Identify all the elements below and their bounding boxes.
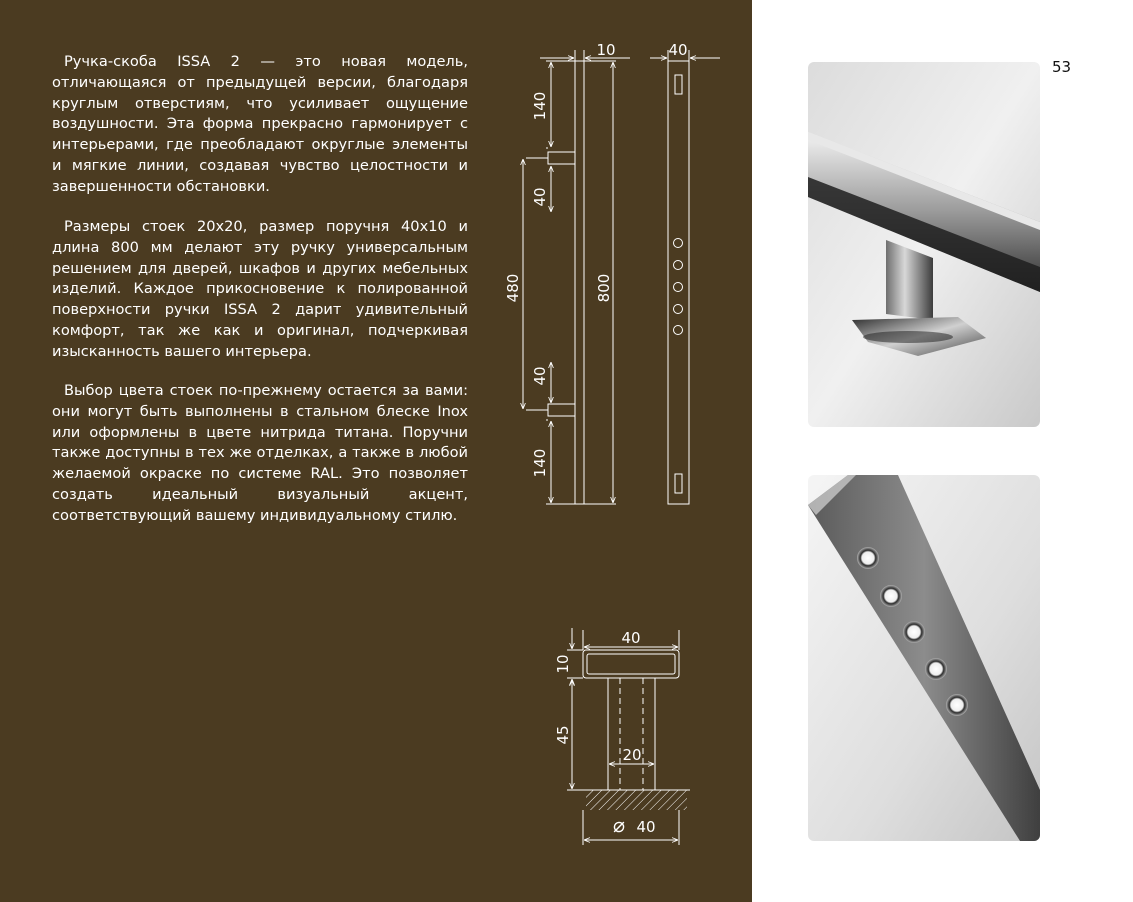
mounting-slot-upper: [675, 75, 682, 94]
dim-label-length: 800: [595, 273, 613, 303]
dim-label-end-upper: 140: [531, 91, 549, 121]
cross-section-drawing: [567, 628, 690, 845]
rail-side-view: [575, 61, 584, 504]
dim-label-post-width: 20: [622, 746, 642, 764]
dim-label-hole-lower: 40: [531, 366, 549, 386]
dim-label-thickness: 10: [596, 41, 616, 59]
dim-label-end-lower: 140: [531, 448, 549, 478]
dim-label-post-height: 45: [554, 725, 572, 745]
decor-hole-photo: [925, 658, 947, 680]
description-paragraph-2: Размеры стоек 20х20, размер поручня 40х10 и длина 800 мм делают эту ручку универсальным решением для дверей, шкафов и других мебельных изделий. Каждое прикосновение к полированной поверхности ручки ISSA 2 дарит удивительный комфорт, так же как и оригинал, подчеркивая изысканность вашего интерьера.: [52, 218, 468, 360]
decor-hole: [674, 326, 683, 335]
base-hatch: [586, 790, 687, 810]
upper-post: [548, 152, 575, 164]
post-profile: [608, 678, 655, 790]
lower-post: [548, 404, 575, 416]
description-paragraph-3: Выбор цвета стоек по-прежнему остается за вами: они могут быть выполнены в стальном блеске Inox или оформлены в цвете нитрида титана. Поручни также доступны в тех же отделках, а также в любой желаемой окраске по системе RAL. Это позволяет создать идеальный визуальный акцент, соответствующий вашему индивидуальному стилю.: [52, 382, 468, 524]
product-photo-post: [808, 62, 1040, 427]
dim-label-rail-width: 40: [621, 629, 641, 647]
dim-label-hole-upper: 40: [531, 187, 549, 207]
diameter-symbol-icon: ⌀: [612, 813, 626, 837]
dim-label-base-diameter: 40: [636, 818, 656, 836]
page-number: 53: [1052, 58, 1072, 76]
decor-hole: [674, 261, 683, 270]
dim-label-center: 480: [504, 273, 522, 303]
description-paragraph-1: Ручка-скоба ISSA 2 — это новая модель, отличающаяся от предыдущей версии, благодаря круглым отверстиям, что усиливает ощущение воздушности. Эта форма прекрасно гармонирует с интерьерами, где преобладают округлые элементы и мягкие линии, создавая чувство целостности и завершенности обстановки.: [52, 53, 468, 195]
decor-hole: [674, 283, 683, 292]
decor-hole-photo: [946, 694, 968, 716]
decor-hole: [674, 239, 683, 248]
decor-hole: [674, 305, 683, 314]
dim-label-width: 40: [668, 41, 688, 59]
decor-hole-photo: [880, 585, 902, 607]
decor-hole-photo: [857, 547, 879, 569]
product-photo-holes: [808, 475, 1040, 841]
dim-label-rail-thickness: 10: [554, 654, 572, 674]
decor-hole-photo: [903, 621, 925, 643]
mounting-slot-lower: [675, 474, 682, 493]
